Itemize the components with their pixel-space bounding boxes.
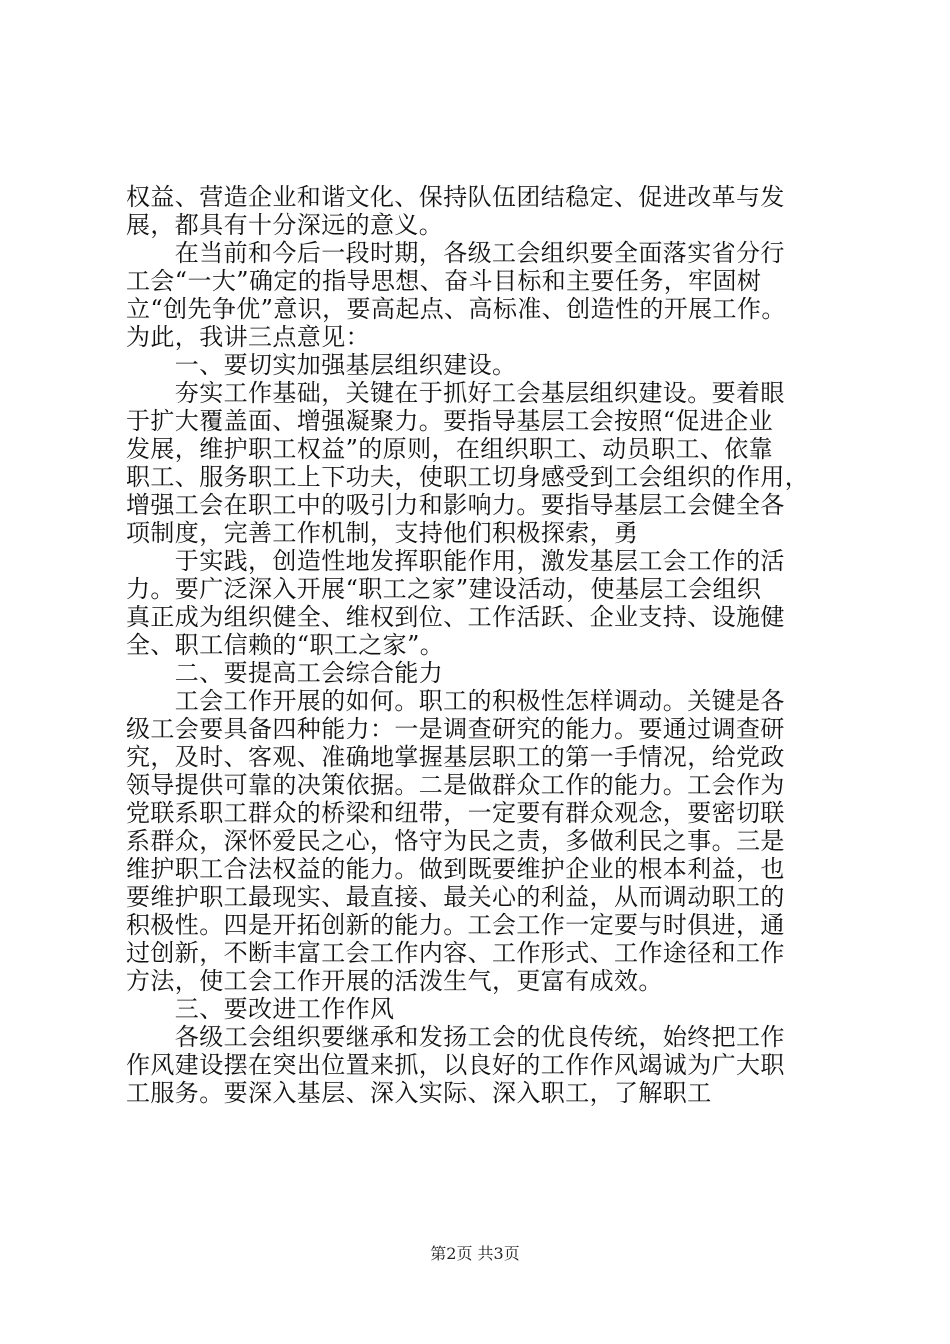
text-line: 夯实工作基础，关键在于抓好工会基层组织建设。要着眼 bbox=[126, 379, 785, 407]
text-line: 方法，使工会工作开展的活泼生气，更富有成效。 bbox=[126, 967, 663, 995]
text-line: 发展，维护职工权益”的原则，在组织职工、动员职工、依靠 bbox=[126, 435, 774, 463]
text-line: 工会工作开展的如何。职工的积极性怎样调动。关键是各 bbox=[126, 687, 785, 715]
page-number-footer: 第2页 共3页 bbox=[430, 1244, 520, 1263]
text-line: 权益、营造企业和谐文化、保持队伍团结稳定、促进改革与发 bbox=[126, 183, 785, 211]
text-line: 党联系职工群众的桥梁和纽带，一定要有群众观念，要密切联 bbox=[126, 799, 785, 827]
text-line: 过创新，不断丰富工会工作内容、工作形式、工作途径和工作 bbox=[126, 939, 785, 967]
section-heading-3: 三、要改进工作作风 bbox=[126, 995, 395, 1023]
text-line: 职工、服务职工上下功夫，使职工切身感受到工会组织的作用， bbox=[126, 463, 810, 491]
text-line: 领导提供可靠的决策依据。二是做群众工作的能力。工会作为 bbox=[126, 771, 785, 799]
text-line: 立“创先争优”意识，要高起点、高标准、创造性的开展工作。 bbox=[126, 295, 786, 323]
text-line: 为此，我讲三点意见： bbox=[126, 323, 370, 351]
text-line: 真正成为组织健全、维权到位、工作活跃、企业支持、设施健 bbox=[126, 603, 785, 631]
text-line: 作风建设摆在突出位置来抓，以良好的工作作风竭诚为广大职 bbox=[126, 1051, 785, 1079]
text-line: 积极性。四是开拓创新的能力。工会工作一定要与时俱进，通 bbox=[126, 911, 785, 939]
text-line: 展，都具有十分深远的意义。 bbox=[126, 211, 444, 239]
text-line: 力。要广泛深入开展“职工之家”建设活动，使基层工会组织 bbox=[126, 575, 762, 603]
text-line: 于实践，创造性地发挥职能作用，激发基层工会工作的活 bbox=[126, 547, 785, 575]
section-heading-1: 一、要切实加强基层组织建设。 bbox=[126, 351, 517, 379]
document-body bbox=[126, 183, 836, 1107]
text-line: 项制度，完善工作机制，支持他们积极探索，勇 bbox=[126, 519, 639, 547]
text-line: 在当前和今后一段时期，各级工会组织要全面落实省分行 bbox=[126, 239, 785, 267]
text-line: 于扩大覆盖面、增强凝聚力。要指导基层工会按照“促进企业 bbox=[126, 407, 774, 435]
section-heading-2: 二、要提高工会综合能力 bbox=[126, 659, 444, 687]
text-line: 工服务。要深入基层、深入实际、深入职工，了解职工 bbox=[126, 1079, 712, 1107]
text-line: 维护职工合法权益的能力。做到既要维护企业的根本利益，也 bbox=[126, 855, 785, 883]
text-line: 系群众，深怀爱民之心，恪守为民之责，多做利民之事。三是 bbox=[126, 827, 785, 855]
text-line: 增强工会在职工中的吸引力和影响力。要指导基层工会健全各 bbox=[126, 491, 785, 519]
text-line: 工会“一大”确定的指导思想、奋斗目标和主要任务，牢固树 bbox=[126, 267, 762, 295]
text-line: 各级工会组织要继承和发扬工会的优良传统，始终把工作 bbox=[126, 1023, 785, 1051]
text-line: 要维护职工最现实、最直接、最关心的利益，从而调动职工的 bbox=[126, 883, 785, 911]
text-line: 全、职工信赖的“职工之家”。 bbox=[126, 631, 445, 659]
text-line: 级工会要具备四种能力：一是调查研究的能力。要通过调查研 bbox=[126, 715, 785, 743]
text-line: 究，及时、客观、准确地掌握基层职工的第一手情况，给党政 bbox=[126, 743, 785, 771]
